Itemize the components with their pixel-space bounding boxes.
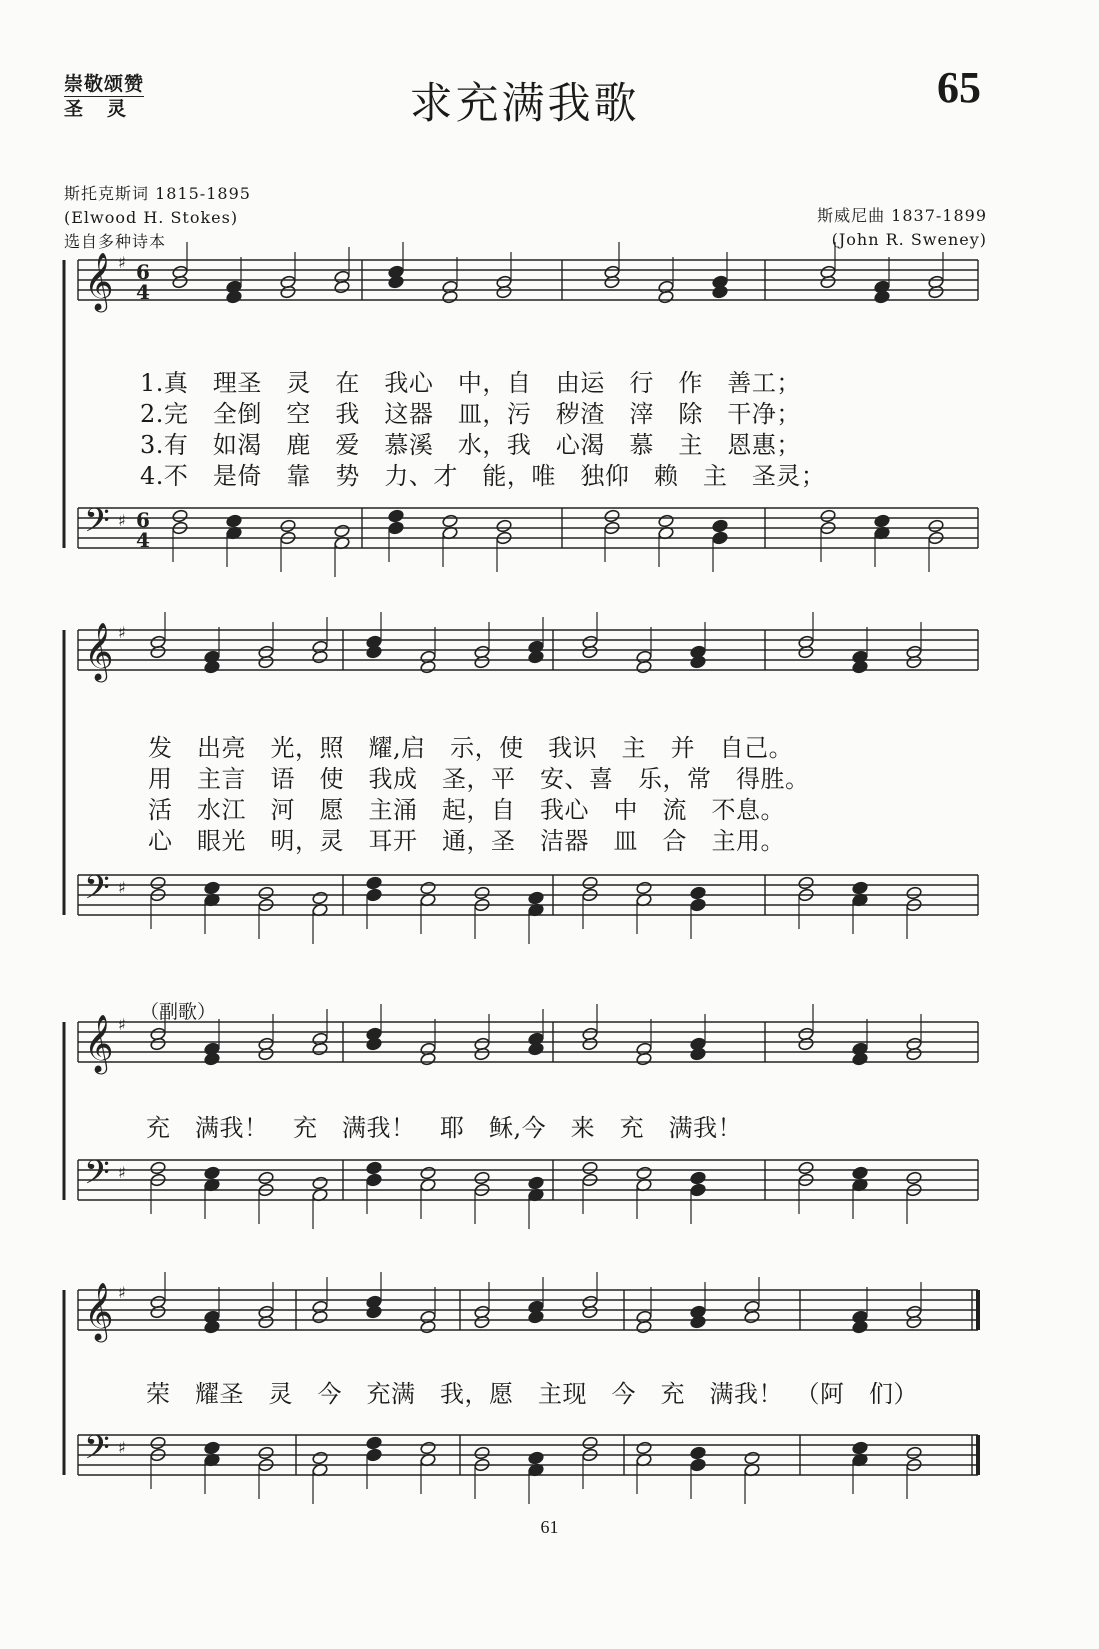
- notehead: [204, 881, 221, 895]
- notehead: [388, 521, 405, 535]
- subcategory-label: 圣灵: [64, 98, 151, 120]
- notehead: [420, 881, 437, 895]
- notehead: [334, 524, 351, 538]
- notehead: [690, 1171, 707, 1185]
- notehead: [906, 1171, 923, 1185]
- sharp-icon: ♯: [118, 253, 126, 272]
- notehead: [744, 1451, 761, 1465]
- verse-2-line-1: 2.完 全倒 空 我 这器 皿，污 秽渣 滓 除 干净；: [140, 400, 801, 428]
- notehead: [420, 1052, 437, 1066]
- bass-clef-icon: 𝄢: [84, 1154, 110, 1200]
- hymn-number: 65: [937, 63, 981, 112]
- notehead: [820, 275, 837, 289]
- verse-1-line-1: 1.真 理圣 灵 在 我心 中，自 由运 行 作 善工；: [140, 369, 801, 397]
- notehead: [906, 1315, 923, 1329]
- notehead: [474, 655, 491, 669]
- notehead: [334, 280, 351, 294]
- notehead: [528, 1310, 545, 1324]
- notehead: [366, 1436, 383, 1450]
- sharp-icon: ♯: [118, 511, 126, 530]
- notehead: [852, 660, 869, 674]
- notehead: [690, 898, 707, 912]
- notehead: [582, 1305, 599, 1319]
- verse-4-line-1: 4.不 是倚 靠 势 力、才 能，唯 独仰 赖 主 圣灵；: [140, 462, 826, 490]
- notehead: [496, 519, 513, 533]
- notehead: [582, 1436, 599, 1450]
- notehead: [366, 876, 383, 890]
- notehead: [312, 650, 329, 664]
- chorus-label: （副歌）: [140, 1001, 217, 1023]
- notehead: [258, 1171, 275, 1185]
- notehead: [496, 285, 513, 299]
- notehead: [312, 891, 329, 905]
- notehead: [582, 1161, 599, 1175]
- notehead: [528, 650, 545, 664]
- notehead: [528, 1042, 545, 1056]
- bass-clef-icon: 𝄢: [84, 1429, 110, 1475]
- sharp-icon: ♯: [118, 623, 126, 642]
- notehead: [442, 514, 459, 528]
- notehead: [204, 660, 221, 674]
- notehead: [420, 1441, 437, 1455]
- notehead: [874, 514, 891, 528]
- treble-clef-icon: 𝄞: [84, 1014, 114, 1072]
- notehead: [150, 1037, 167, 1051]
- notehead: [874, 290, 891, 304]
- notehead: [852, 1166, 869, 1180]
- notehead: [172, 509, 189, 523]
- notehead: [906, 655, 923, 669]
- notehead: [798, 1037, 815, 1051]
- notehead: [604, 509, 621, 523]
- notehead: [690, 1315, 707, 1329]
- notehead: [366, 1448, 383, 1462]
- bass-clef-icon: 𝄢: [84, 869, 110, 915]
- chorus-line-1: 充 满我！ 充 满我！ 耶 稣,今 来 充 满我！: [146, 1114, 743, 1142]
- time-signature-top: 6: [136, 508, 150, 532]
- notehead: [366, 645, 383, 659]
- notehead: [312, 1042, 329, 1056]
- notehead: [528, 1451, 545, 1465]
- notehead: [798, 1161, 815, 1175]
- notehead: [582, 876, 599, 890]
- verse-4-line-2: 心 眼光 明，灵 耳开 通，圣 洁器 皿 合 主用。: [148, 827, 785, 855]
- notehead: [420, 1166, 437, 1180]
- notehead: [928, 285, 945, 299]
- notehead: [690, 1458, 707, 1472]
- category-label: 崇敬颂赞: [64, 73, 145, 95]
- notehead: [150, 1161, 167, 1175]
- lyricist-en: (Elwood H. Stokes): [64, 208, 239, 227]
- notehead: [852, 1320, 869, 1334]
- notehead: [820, 509, 837, 523]
- notehead: [690, 1183, 707, 1197]
- notehead: [712, 519, 729, 533]
- notehead: [388, 275, 405, 289]
- notehead: [852, 881, 869, 895]
- notehead: [528, 891, 545, 905]
- page-number: 61: [540, 1517, 559, 1537]
- sharp-icon: ♯: [118, 1438, 126, 1457]
- time-signature-bottom: 4: [136, 280, 150, 304]
- notehead: [312, 1176, 329, 1190]
- notehead: [280, 285, 297, 299]
- notehead: [172, 275, 189, 289]
- hymn-title: 求充满我歌: [409, 79, 640, 129]
- notehead: [712, 285, 729, 299]
- notehead: [582, 645, 599, 659]
- notehead: [636, 1166, 653, 1180]
- notehead: [226, 514, 243, 528]
- treble-clef-icon: 𝄞: [84, 252, 114, 310]
- notehead: [690, 1446, 707, 1460]
- system-1-bass-staff: [78, 508, 978, 548]
- notehead: [366, 1173, 383, 1187]
- notehead: [474, 1446, 491, 1460]
- notehead: [852, 1441, 869, 1455]
- notehead: [690, 655, 707, 669]
- notehead: [636, 1441, 653, 1455]
- notehead: [366, 888, 383, 902]
- notehead: [744, 1310, 761, 1324]
- notehead: [604, 275, 621, 289]
- notehead: [312, 1451, 329, 1465]
- notehead: [906, 1446, 923, 1460]
- notehead: [798, 645, 815, 659]
- verse-3-line-1: 3.有 如渴 鹿 爱 慕溪 水，我 心渴 慕 主 恩惠；: [140, 431, 801, 459]
- time-signature-bottom: 4: [136, 528, 150, 552]
- notehead: [636, 1052, 653, 1066]
- notehead: [150, 1436, 167, 1450]
- composer-en: (John R. Sweney): [831, 230, 987, 249]
- notehead: [928, 519, 945, 533]
- notehead: [204, 1166, 221, 1180]
- notehead: [150, 645, 167, 659]
- bass-clef-icon: 𝄢: [84, 502, 110, 548]
- treble-clef-icon: 𝄞: [84, 622, 114, 680]
- notehead: [474, 1171, 491, 1185]
- system-1-treble-staff: [78, 260, 978, 300]
- notehead: [474, 1315, 491, 1329]
- treble-clef-icon: 𝄞: [84, 1282, 114, 1340]
- notehead: [366, 1305, 383, 1319]
- notehead: [204, 1052, 221, 1066]
- notehead: [906, 886, 923, 900]
- notehead: [798, 876, 815, 890]
- notehead: [636, 660, 653, 674]
- notehead: [150, 1305, 167, 1319]
- notehead: [204, 1441, 221, 1455]
- sharp-icon: ♯: [118, 1283, 126, 1302]
- notehead: [906, 1047, 923, 1061]
- notehead: [366, 1161, 383, 1175]
- notehead: [150, 876, 167, 890]
- chorus-line-2: 荣 耀圣 灵 今 充满 我，愿 主现 今 充 满我！ （阿 们）: [146, 1380, 918, 1408]
- notehead: [658, 514, 675, 528]
- notehead: [442, 290, 459, 304]
- notehead: [636, 881, 653, 895]
- lyricist-cn: 斯托克斯词 1815-1895: [64, 184, 251, 203]
- notehead: [712, 531, 729, 545]
- notehead: [258, 1047, 275, 1061]
- sharp-icon: ♯: [118, 1015, 126, 1034]
- notehead: [280, 519, 297, 533]
- notehead: [474, 1047, 491, 1061]
- notehead: [658, 290, 675, 304]
- notehead: [690, 886, 707, 900]
- composer-cn: 斯威尼曲 1837-1899: [817, 206, 987, 225]
- notehead: [366, 1037, 383, 1051]
- notehead: [258, 655, 275, 669]
- lyrics-source: 选自多种诗本: [64, 232, 167, 251]
- notehead: [388, 509, 405, 523]
- notehead: [690, 1047, 707, 1061]
- notehead: [258, 886, 275, 900]
- notehead: [474, 886, 491, 900]
- notehead: [420, 1320, 437, 1334]
- verse-3-line-2: 活 水江 河 愿 主涌 起，自 我心 中 流 不息。: [148, 796, 785, 824]
- notehead: [636, 1320, 653, 1334]
- sharp-icon: ♯: [118, 1163, 126, 1182]
- notehead: [852, 1052, 869, 1066]
- verse-2-line-2: 用 主言 语 使 我成 圣，平 安、喜 乐，常 得胜。: [148, 765, 810, 793]
- verse-1-line-2: 发 出亮 光，照 耀,启 示，使 我识 主 并 自己。: [148, 734, 794, 762]
- notehead: [258, 1446, 275, 1460]
- sharp-icon: ♯: [118, 878, 126, 897]
- time-signature-top: 6: [136, 260, 150, 284]
- notehead: [582, 1037, 599, 1051]
- notehead: [528, 1176, 545, 1190]
- notehead: [226, 290, 243, 304]
- notehead: [204, 1320, 221, 1334]
- notehead: [258, 1315, 275, 1329]
- notehead: [312, 1310, 329, 1324]
- notehead: [420, 660, 437, 674]
